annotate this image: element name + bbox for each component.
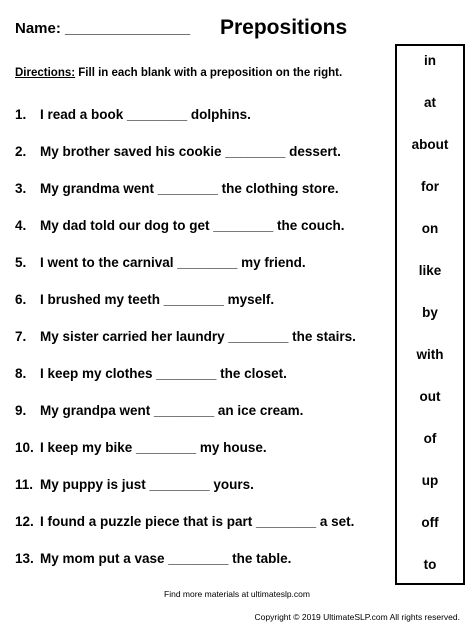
question-item — [15, 144, 341, 159]
question-number: 12. — [15, 514, 34, 529]
question-item — [15, 403, 303, 418]
question-text: My brother saved his cookie ________ dessert. — [40, 144, 341, 159]
question-text: I keep my bike ________ my house. — [40, 440, 267, 455]
question-text: My dad told our dog to get ________ the couch. — [40, 218, 345, 233]
directions-text: Fill in each blank with a preposition on the right. — [75, 67, 343, 79]
question-number: 1. — [15, 107, 27, 122]
word-bank-item: of — [423, 431, 437, 446]
question-text: My sister carried her laundry ________ the stairs. — [40, 329, 356, 344]
question-number: 3. — [15, 181, 27, 196]
question-number: 5. — [15, 255, 27, 270]
word-bank-item: in — [424, 53, 436, 68]
question-number: 13. — [15, 551, 34, 566]
question-text: My grandpa went ________ an ice cream. — [40, 403, 304, 418]
word-bank-item: for — [421, 179, 439, 194]
question-item — [15, 551, 291, 566]
question-text: I brushed my teeth ________ myself. — [40, 292, 275, 307]
question-item — [15, 292, 274, 307]
word-bank-item: like — [418, 263, 442, 278]
question-item — [15, 255, 306, 270]
question-item — [15, 514, 354, 529]
name-field-label: Name: _______________ — [15, 20, 191, 37]
word-bank-item: off — [421, 515, 439, 530]
question-number: 9. — [15, 403, 27, 418]
directions-label: Directions: — [15, 67, 76, 79]
question-number: 6. — [15, 292, 27, 307]
word-bank-item: at — [423, 95, 436, 110]
question-number: 2. — [15, 144, 27, 159]
question-number: 8. — [15, 366, 27, 381]
question-text: I found a puzzle piece that is part ________ a set. — [40, 514, 355, 529]
word-bank-item: on — [421, 221, 439, 236]
question-item — [15, 366, 287, 381]
word-bank-item: with — [416, 347, 444, 362]
word-bank — [395, 44, 465, 585]
footer-materials: Find more materials at ultimateslp.com — [164, 589, 310, 599]
word-bank-item: up — [421, 473, 439, 488]
question-number: 4. — [15, 218, 27, 233]
question-item — [15, 440, 267, 455]
word-bank-item: about — [411, 137, 449, 152]
word-bank-item: to — [423, 557, 437, 572]
question-item — [15, 477, 254, 492]
question-text: My mom put a vase ________ the table. — [40, 551, 292, 566]
question-text: My grandma went ________ the clothing store. — [40, 181, 339, 196]
question-text: I keep my clothes ________ the closet. — [40, 366, 287, 381]
question-number: 10. — [15, 440, 34, 455]
word-bank-item: by — [422, 305, 438, 320]
question-text: My puppy is just ________ yours. — [40, 477, 254, 492]
question-item — [15, 329, 356, 344]
page-title: Prepositions — [220, 16, 348, 39]
question-item — [15, 181, 339, 196]
word-bank-item: out — [419, 389, 441, 404]
question-number: 7. — [15, 329, 27, 344]
question-item — [15, 107, 251, 122]
question-text: I went to the carnival ________ my friend. — [40, 255, 306, 270]
directions — [15, 67, 342, 79]
question-number: 11. — [15, 477, 34, 492]
footer-copyright: Copyright © 2019 UltimateSLP.com All rights reserved. — [254, 612, 460, 622]
question-text: I read a book ________ dolphins. — [40, 107, 251, 122]
question-item — [15, 218, 345, 233]
